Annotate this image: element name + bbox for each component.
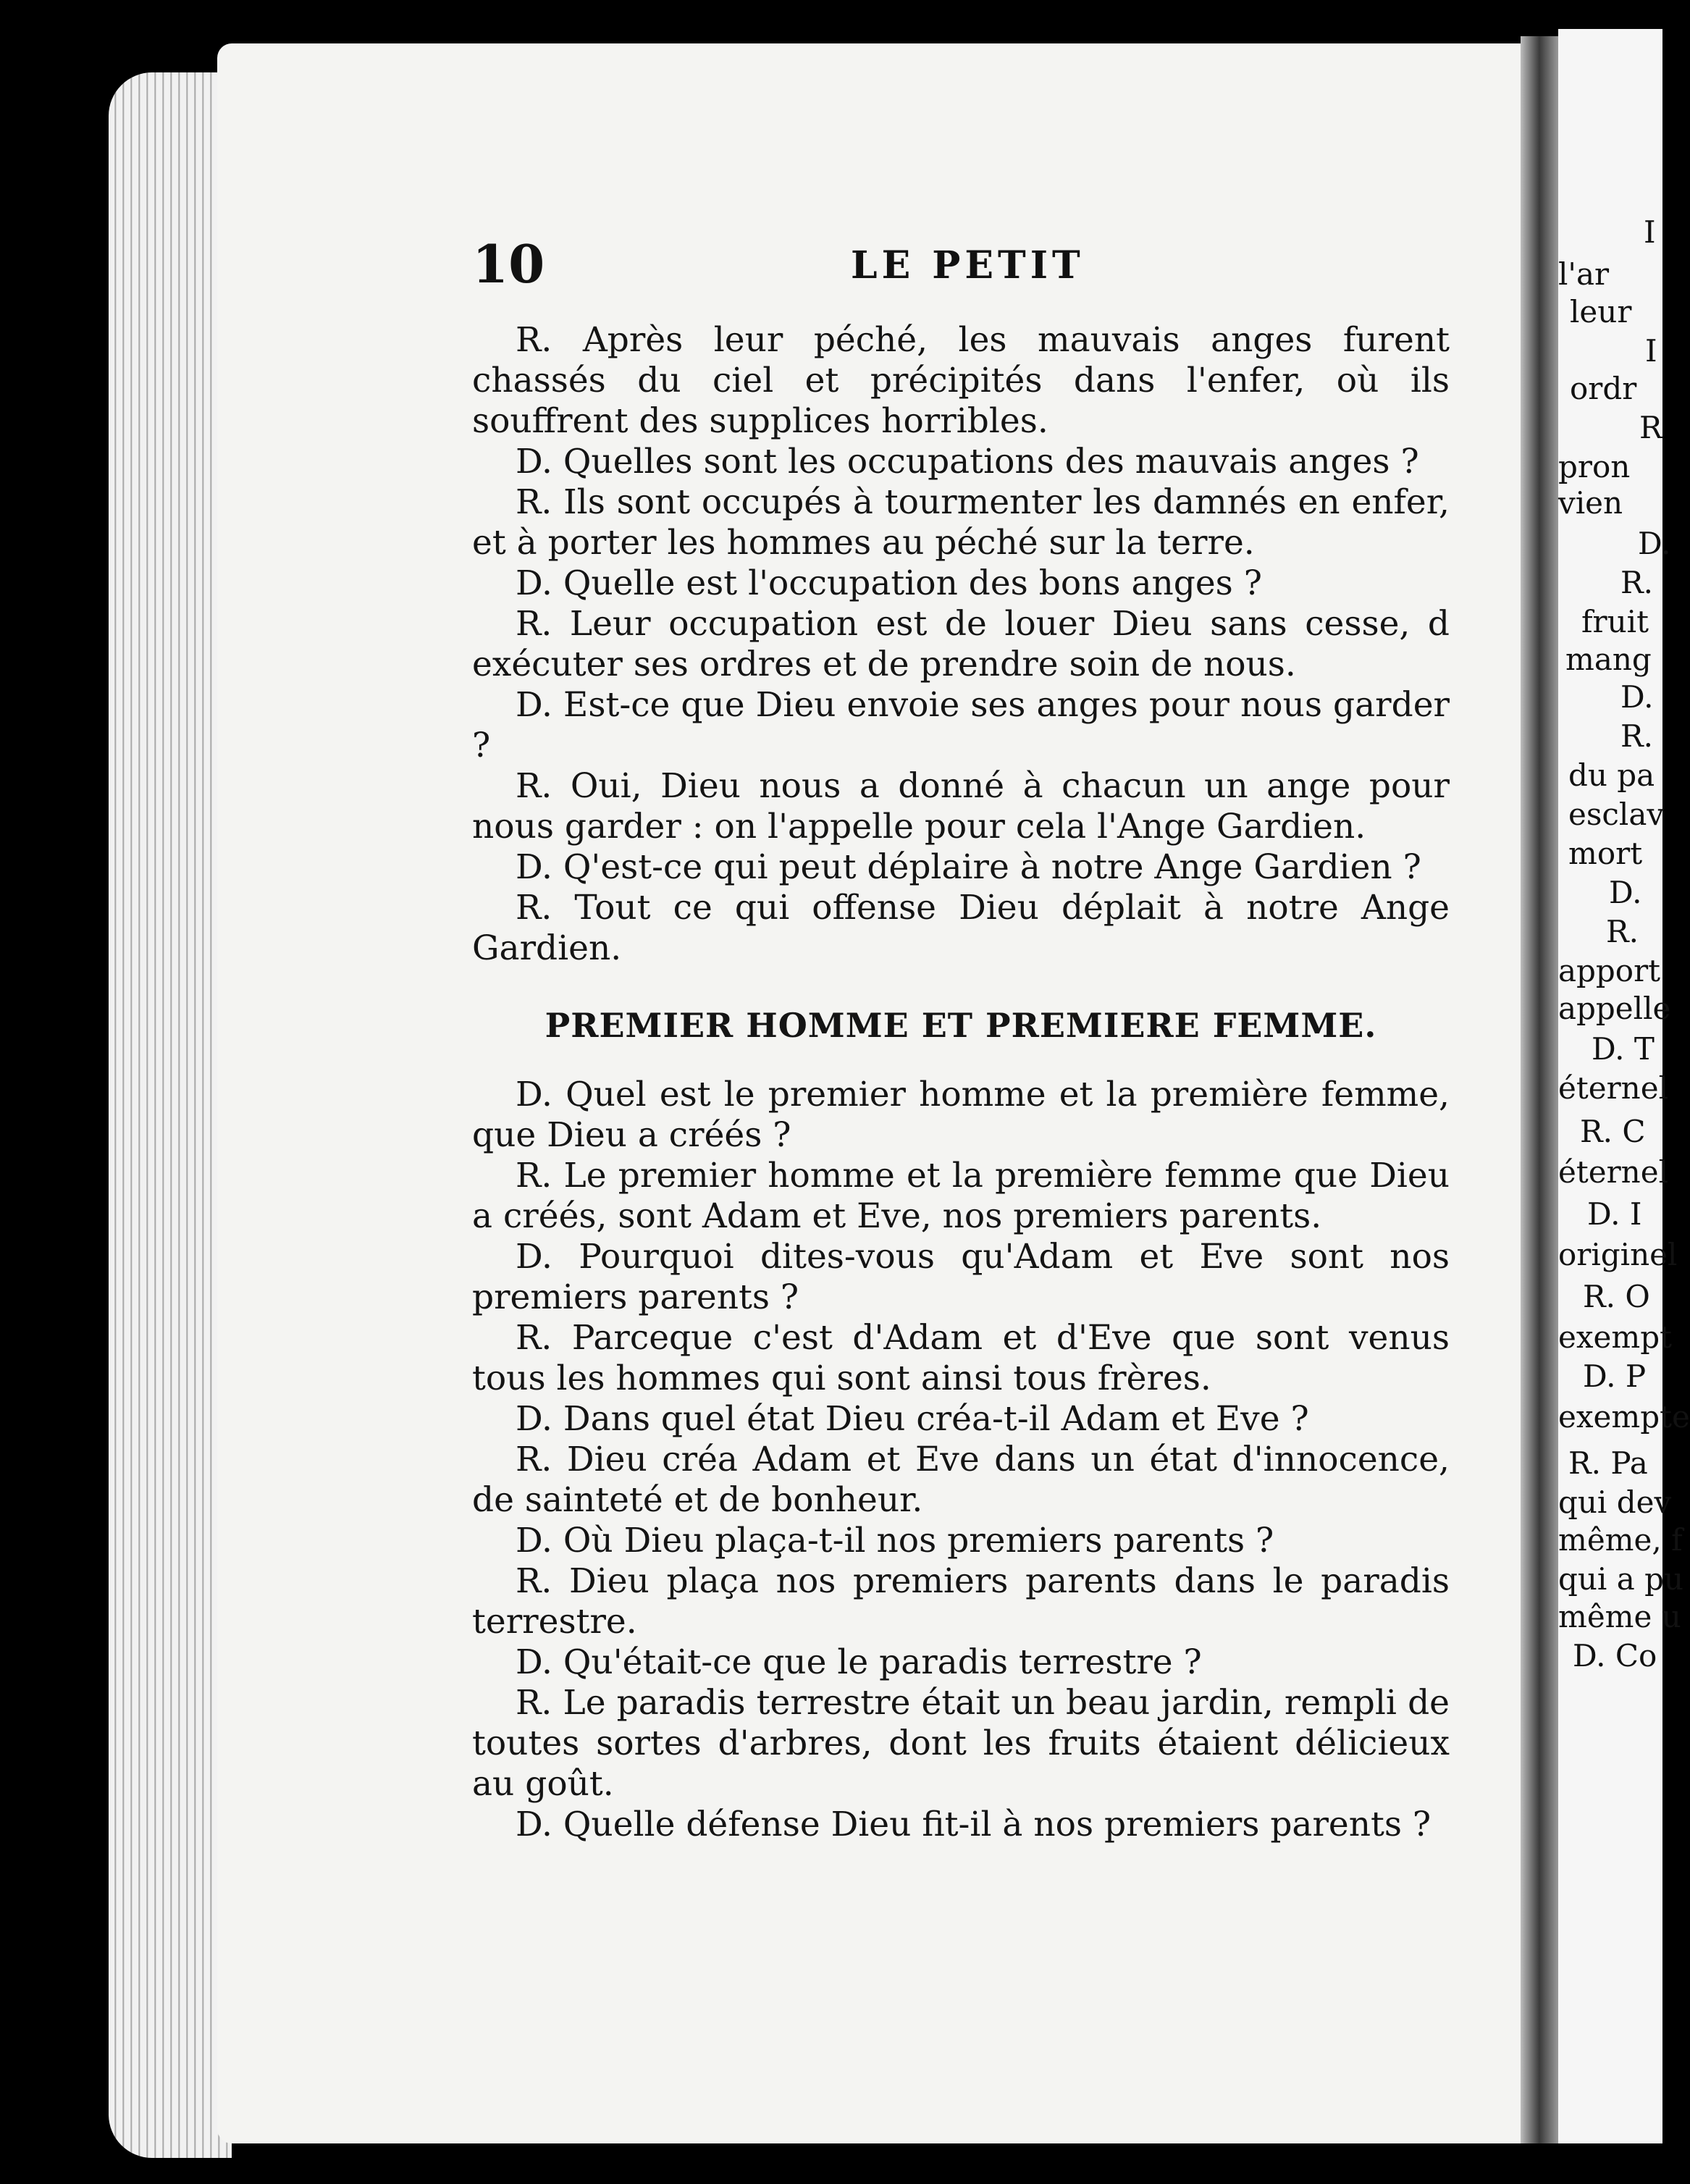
facing-text-fragment: même, f [1558,1522,1683,1558]
catechism-question: D. Q'est-ce qui peut déplaire à notre Ange Gardien ? [516,847,1421,887]
facing-text-fragment: D. Co [1573,1638,1657,1673]
catechism-question: D. Qu'était-ce que le paradis terrestre ? [516,1642,1202,1682]
facing-text-fragment: esclav [1568,797,1665,832]
facing-text-fragment: vien [1558,485,1623,521]
catechism-answer: R. Dieu créa Adam et Eve dans un état d'innocence, de sainteté et de bonheur. [472,1440,1450,1520]
book-fore-edge [109,72,232,2158]
catechism-question: D. Quelle défense Dieu fit-il à nos premiers parents ? [516,1805,1432,1844]
facing-text-fragment: qui dev [1558,1484,1672,1520]
facing-text-fragment: mang [1565,642,1652,677]
catechism-answer: R. Après leur péché, les mauvais anges furent chassés du ciel et précipités dans l'enfer, où ils souffrent des supplices horribles. [472,320,1450,441]
facing-text-fragment: du pa [1568,757,1655,793]
catechism-answer: R. Leur occupation est de louer Dieu sans cesse, d exécuter ses ordres et de prendre soin de nous. [472,604,1450,684]
facing-text-fragment: D. [1620,679,1654,715]
facing-text-fragment: exempte [1558,1399,1690,1435]
facing-text-fragment: R [1639,410,1662,445]
facing-text-fragment: éternel [1558,1070,1669,1106]
catechism-question: D. Où Dieu plaça-t-il nos premiers parents ? [516,1521,1274,1561]
catechism-answer: R. Ils sont occupés à tourmenter les damnés en enfer, et à porter les hommes au péché sur la terre. [472,482,1450,563]
facing-text-fragment: éternel [1558,1154,1669,1190]
facing-text-fragment: R. O [1583,1279,1650,1314]
facing-text-fragment: même u [1558,1599,1681,1634]
page-text-block [472,320,1450,1845]
catechism-answer: R. Oui, Dieu nous a donné à chacun un ange pour nous garder : on l'appelle pour cela l'Ange Gardien. [472,766,1450,847]
facing-text-fragment: fruit [1581,604,1649,639]
facing-text-fragment: apport [1558,953,1661,988]
catechism-answer: R. Parceque c'est d'Adam et d'Eve que sont venus tous les hommes qui sont ainsi tous frères. [472,1318,1450,1398]
section-heading: PREMIER HOMME ET PREMIERE FEMME. [545,1006,1377,1045]
facing-text-fragment: D. P [1583,1358,1647,1394]
facing-text-fragment: exempt [1558,1319,1672,1355]
facing-text-fragment: appelle [1558,991,1671,1026]
facing-text-fragment: D. I [1587,1196,1642,1232]
facing-text-fragment: leur [1570,294,1632,329]
facing-text-fragment: D. T [1592,1031,1655,1067]
facing-text-fragment: R. Pa [1568,1445,1648,1481]
facing-text-fragment: R. [1620,565,1653,600]
facing-text-fragment: D. [1638,526,1671,561]
catechism-question: D. Quelles sont les occupations des mauvais anges ? [516,442,1419,482]
catechism-answer: R. Tout ce qui offense Dieu déplait à notre Ange Gardien. [472,888,1450,968]
facing-text-fragment: ordr [1570,371,1637,406]
facing-text-fragment: I [1644,214,1656,250]
catechism-question: D. Pourquoi dites-vous qu'Adam et Eve sont nos premiers parents ? [472,1237,1450,1317]
facing-text-fragment: l'ar [1558,256,1610,292]
catechism-question: D. Dans quel état Dieu créa-t-il Adam et Eve ? [516,1399,1309,1439]
catechism-question: D. Quelle est l'occupation des bons anges ? [516,563,1262,603]
facing-text-fragment: R. [1620,718,1653,754]
facing-text-fragment: R. C [1580,1114,1646,1149]
facing-text-fragment: R. [1606,914,1639,949]
facing-text-fragment: D. [1609,875,1642,910]
running-head: LE PETIT [851,243,1085,287]
facing-text-fragment: pron [1558,449,1631,484]
book-gutter [1521,36,1558,2143]
facing-text-fragment: I [1645,333,1657,369]
facing-text-fragment: mort [1568,836,1643,871]
catechism-answer: R. Dieu plaça nos premiers parents dans le paradis terrestre. [472,1561,1450,1642]
catechism-question: D. Quel est le premier homme et la première femme, que Dieu a créés ? [472,1075,1450,1155]
catechism-answer: R. Le premier homme et la première femme que Dieu a créés, sont Adam et Eve, nos premiers parents. [472,1156,1450,1236]
catechism-question: D. Est-ce que Dieu envoie ses anges pour nous garder ? [472,685,1450,765]
page-number: 10 [472,233,545,295]
catechism-answer: R. Le paradis terrestre était un beau jardin, rempli de toutes sortes d'arbres, dont les fruits étaient délicieux au goût. [472,1683,1450,1804]
facing-text-fragment: qui a pu [1558,1561,1684,1597]
facing-page-edge [1558,29,1690,2143]
facing-text-fragment: originel [1558,1237,1678,1272]
